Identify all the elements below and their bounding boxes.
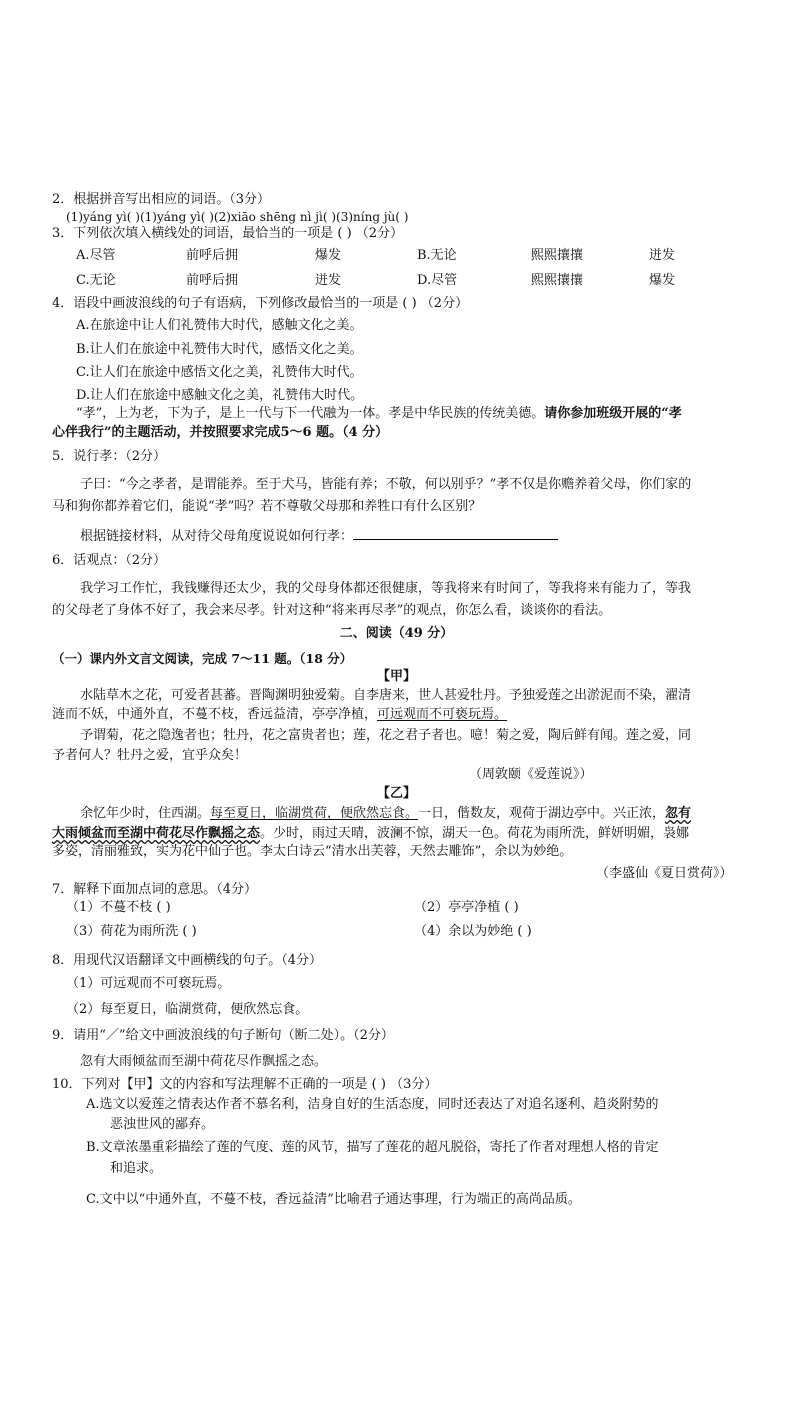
yi-para-1-a: 余忆年少时，住西湖。 bbox=[80, 806, 211, 821]
q3-title: 3．下列依次填入横线处的词语，最恰当的一项是 ( ) （2分） bbox=[52, 226, 404, 241]
q7-item-1: （1）不蔓不枝 ( ) bbox=[66, 900, 171, 915]
q7-item-4: （4）余以为妙绝 ( ) bbox=[414, 924, 532, 939]
q10-option-a-line2: 恶浊世风的鄙弃。 bbox=[110, 1117, 215, 1132]
q8-title: 8．用现代汉语翻译文中画横线的句子。（4分） bbox=[52, 953, 323, 968]
q7-item-3: （3）荷花为雨所洗 ( ) bbox=[66, 924, 197, 939]
intro-line2: 心伴我行”的主题活动，并按照要求完成5～6 题。（4 分） bbox=[52, 425, 389, 440]
q4-option-d: D.让人们在旅途中感触文化之美，礼赞伟大时代。 bbox=[76, 388, 364, 403]
q10-option-a-line1: A.选文以爱莲之情表达作者不慕名利，洁身自好的生活态度，同时还表达了对追名逐利、趋炎附势的 bbox=[86, 1097, 659, 1112]
q3-option-b: B.无论 bbox=[417, 248, 457, 263]
q5-prompt-text: 根据链接材料，从对待父母角度说说如何行孝： bbox=[80, 529, 354, 544]
jia-label: 【甲】 bbox=[376, 669, 416, 684]
q6-para-1: 我学习工作忙，我钱赚得还太少，我的父母身体都还很健康，等我将来有时间了，等我将来有能力了，等我 bbox=[80, 581, 692, 596]
q10-option-b-line2: 和追求。 bbox=[110, 1161, 163, 1176]
yi-wavy-start: 忽有 bbox=[665, 806, 692, 821]
q10-title: 10．下列对【甲】文的内容和写法理解不正确的一项是 ( ) （3分） bbox=[52, 1077, 438, 1092]
q5-answer-line[interactable] bbox=[353, 527, 558, 540]
q8-item-2: （2）每至夏日，临湖赏荷，便欣然忘食。 bbox=[66, 1002, 309, 1017]
q3-a-word2: 前呼后拥 bbox=[186, 248, 239, 263]
q6-title: 6．话观点：（2分） bbox=[52, 553, 167, 568]
intro-line1 bbox=[76, 405, 682, 423]
part1-heading: （一）课内外文言文阅读，完成 7～11 题。（18 分） bbox=[52, 651, 353, 666]
q5-para-2: 马和狗你都养着它们，能说“孝”吗？若不尊敬父母那和养牲口有什么区别？ bbox=[52, 499, 482, 514]
yi-para-2-rest: 。少时，雨过天晴，波澜不惊，湖天一色。荷花为雨所洗，鲜妍明媚，袅娜 bbox=[260, 826, 690, 841]
yi-wavy-sentence: 大雨倾盆而至湖中荷花尽作飘摇之态 bbox=[52, 826, 261, 841]
jia-para-2 bbox=[52, 706, 507, 724]
intro-bold: 请你参加班级开展的“孝 bbox=[544, 406, 682, 421]
yi-underlined-sentence: 每至夏日，临湖赏荷，便欣然忘食。 bbox=[210, 806, 419, 821]
q3-option-a: A.尽管 bbox=[76, 248, 116, 263]
yi-para-3: 多姿，清丽雅致，实为花中仙子也。李太白诗云“清水出芙蓉，天然去雕饰”，余以为妙绝。 bbox=[52, 844, 573, 859]
q4-option-c: C.让人们在旅途中感悟文化之美，礼赞伟大时代。 bbox=[76, 365, 363, 380]
q3-c-word2: 前呼后拥 bbox=[186, 273, 239, 288]
q3-option-d: D.尽管 bbox=[417, 273, 458, 288]
q4-option-a: A.在旅途中让人们礼赞伟大时代，感触文化之美。 bbox=[76, 318, 363, 333]
jia-para-2-text: 涟而不妖，中通外直，不蔓不枝，香远益清，亭亭净植， bbox=[52, 707, 378, 722]
q8-item-1: （1）可远观而不可亵玩焉。 bbox=[66, 976, 231, 991]
intro-plain: “孝”，上为老，下为子，是上一代与下一代融为一体。孝是中华民族的传统美德。 bbox=[76, 406, 545, 421]
q5-title: 5．说行孝：（2分） bbox=[52, 449, 167, 464]
q3-a-word3: 爆发 bbox=[315, 248, 342, 263]
q2-items: (1)yáng yì( )(1)yáng yì( )(2)xiāo shēng nì jì( )(3)níng jù( ) bbox=[66, 210, 409, 224]
yi-para-1-b: 一日，偕数友，观荷于湖边亭中。兴正浓， bbox=[418, 806, 666, 821]
yi-para-1 bbox=[80, 805, 691, 823]
yi-label: 【乙】 bbox=[376, 786, 416, 801]
jia-source: （周敦颐《爱莲说》） bbox=[469, 767, 593, 782]
section-heading: 二、阅读（49 分） bbox=[339, 626, 454, 641]
q6-para-2: 的父母老了身体不好了，我会来尽孝。针对这种“将来再尽孝”的观点，你怎么看，谈谈你的看法。 bbox=[52, 603, 612, 618]
q10-option-b-line1: B.文章浓墨重彩描绘了莲的气度、莲的风节，描写了莲花的超凡脱俗，寄托了作者对理想人格的肯定 bbox=[86, 1140, 659, 1155]
q3-d-word2: 熙熙攘攘 bbox=[531, 273, 584, 288]
q5-prompt bbox=[80, 527, 558, 546]
q3-b-word3: 迸发 bbox=[649, 248, 676, 263]
q5-para-1: 子曰：“今之孝者，是谓能养。至于犬马，皆能有养；不敬，何以别乎？”孝不仅是你赡养着父母，你们家的 bbox=[80, 477, 692, 492]
jia-para-3: 予谓菊，花之隐逸者也；牡丹，花之富贵者也；莲，花之君子者也。噫！菊之爱，陶后鲜有闻。莲之爱，同 bbox=[80, 728, 692, 743]
q9-title: 9．请用“／”给文中画波浪线的句子断句（断二处）。（2分） bbox=[52, 1028, 394, 1043]
jia-underlined-sentence: 可远观而不可亵玩焉。 bbox=[377, 707, 508, 722]
q3-d-word3: 爆发 bbox=[649, 273, 676, 288]
yi-source: （李盛仙《夏日赏荷》） bbox=[596, 866, 733, 881]
q7-item-2: （2）亭亭净植 ( ) bbox=[414, 900, 519, 915]
jia-para-1: 水陆草木之花，可爱者甚蕃。晋陶渊明独爱菊。自李唐来，世人甚爱牡丹。予独爱莲之出淤泥而不染，濯清 bbox=[80, 688, 692, 703]
jia-para-4: 予者何人？牡丹之爱，宜乎众矣！ bbox=[52, 748, 248, 763]
q3-b-word2: 熙熙攘攘 bbox=[531, 248, 584, 263]
q10-option-c: C.文中以“中通外直，不蔓不枝，香远益清”比喻君子通达事理，行为端正的高尚品质。 bbox=[86, 1192, 581, 1207]
q4-option-b: B.让人们在旅途中礼赞伟大时代，感悟文化之美。 bbox=[76, 342, 363, 357]
yi-para-2 bbox=[52, 825, 689, 843]
q2-title: 2．根据拼音写出相应的词语。（3分） bbox=[52, 192, 271, 207]
q9-sentence: 忽有大雨倾盆而至湖中荷花尽作飘摇之态。 bbox=[80, 1054, 328, 1069]
q3-option-c: C.无论 bbox=[76, 273, 116, 288]
q4-title: 4．语段中画波浪线的句子有语病，下列修改最恰当的一项是 ( ) （2分） bbox=[52, 296, 469, 311]
q3-c-word3: 迸发 bbox=[315, 273, 342, 288]
q7-title: 7．解释下面加点词的意思。（4分） bbox=[52, 882, 258, 897]
